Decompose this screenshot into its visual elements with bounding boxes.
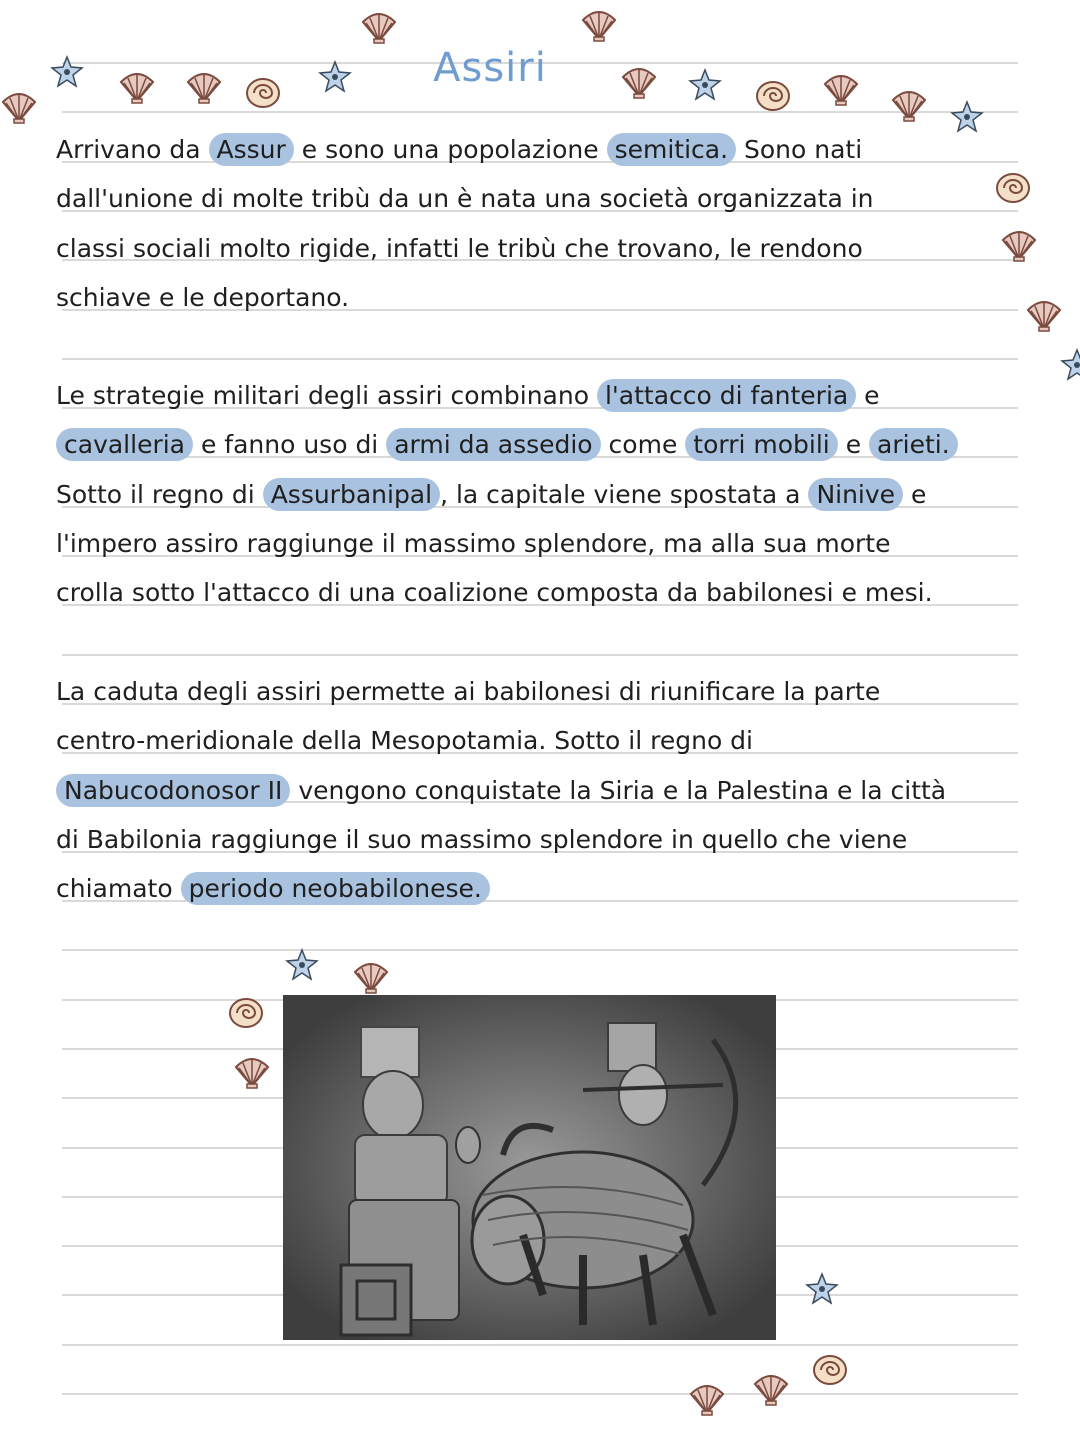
assyrian-relief-image — [283, 995, 776, 1340]
scallop-shell-icon — [352, 960, 390, 998]
text-line — [56, 420, 1046, 469]
text-segment: Arrivano da — [56, 135, 209, 164]
text-segment: Sono nati — [736, 135, 863, 164]
scallop-shell-icon — [0, 90, 38, 128]
text-segment: La caduta degli assiri permette ai babilonesi di riunificare la parte — [56, 677, 881, 706]
text-segment: e — [856, 381, 880, 410]
rule-line — [62, 654, 1018, 656]
highlighted-term: Ninive — [808, 478, 903, 511]
text-segment: vengono conquistate la Siria e la Palestina e la città — [290, 775, 947, 805]
text-line — [56, 864, 1046, 913]
text-segment: , la capitale viene spostata a — [440, 479, 809, 509]
rule-line — [62, 949, 1018, 951]
starfish-icon — [285, 948, 319, 986]
text-segment: Sotto il regno di — [56, 479, 263, 509]
text-line — [56, 125, 1046, 174]
rule-line — [62, 358, 1018, 360]
highlighted-term: arieti. — [869, 428, 958, 461]
highlighted-term: l'attacco di fanteria — [597, 379, 856, 412]
text-segment: e — [903, 479, 927, 509]
text-segment: schiave e le deportano. — [56, 282, 350, 312]
snail-shell-icon — [812, 1352, 848, 1390]
text-segment: crolla sotto l'attacco di una coalizione composta da babilonesi e mesi. — [56, 578, 933, 608]
scallop-shell-icon — [890, 88, 928, 126]
text-segment: come — [600, 430, 686, 460]
text-segment: e — [837, 430, 870, 460]
text-segment: chiamato — [56, 874, 181, 904]
text-segment: di Babilonia raggiunge il suo massimo splendore in quello che viene — [56, 824, 908, 854]
text-segment: e fanno uso di — [193, 430, 387, 460]
highlighted-term: torri mobili — [685, 428, 837, 461]
scallop-shell-icon — [688, 1382, 726, 1420]
text-line — [56, 716, 1046, 765]
text-line — [56, 371, 1046, 420]
text-line — [56, 519, 1046, 568]
scallop-shell-icon — [360, 10, 398, 48]
highlighted-term: periodo neobabilonese. — [181, 872, 490, 905]
text-line — [56, 224, 1046, 273]
text-segment: centro-meridionale della Mesopotamia. Sotto il regno di — [56, 726, 753, 756]
scallop-shell-icon — [752, 1372, 790, 1410]
text-line — [56, 174, 1046, 223]
text-line — [56, 815, 1046, 864]
rule-line — [62, 1344, 1018, 1346]
highlighted-term: Assurbanipal — [263, 478, 440, 511]
rule-line — [62, 111, 1018, 113]
text-segment: dall'unione di molte tribù da un è nata una società organizzata in — [56, 184, 874, 214]
highlighted-term: armi da assedio — [386, 428, 600, 461]
text-segment: l'impero assiro raggiunge il massimo splendore, ma alla sua morte — [56, 528, 891, 558]
paragraph-2 — [56, 371, 1046, 617]
starfish-icon — [1060, 348, 1080, 386]
page-title: Assiri — [433, 44, 547, 91]
rule-line — [62, 1393, 1018, 1395]
text-segment: classi sociali molto rigide, infatti le tribù che trovano, le rendono — [56, 233, 863, 263]
paragraph-1 — [56, 125, 1046, 322]
highlighted-term: Assur — [209, 133, 294, 166]
text-line — [56, 568, 1046, 617]
highlighted-term: Nabucodonosor II — [56, 774, 290, 807]
text-line — [56, 766, 1046, 815]
text-line — [56, 273, 1046, 322]
starfish-icon — [805, 1272, 839, 1310]
text-line — [56, 667, 1046, 716]
scallop-shell-icon — [233, 1055, 271, 1093]
scallop-shell-icon — [580, 8, 618, 46]
text-segment: Le strategie militari degli assiri combinano — [56, 381, 597, 410]
paragraph-3 — [56, 667, 1046, 913]
text-segment: e sono una popolazione — [293, 135, 607, 164]
highlighted-term: cavalleria — [56, 428, 193, 461]
text-line — [56, 470, 1046, 519]
highlighted-term: semitica. — [607, 133, 736, 166]
